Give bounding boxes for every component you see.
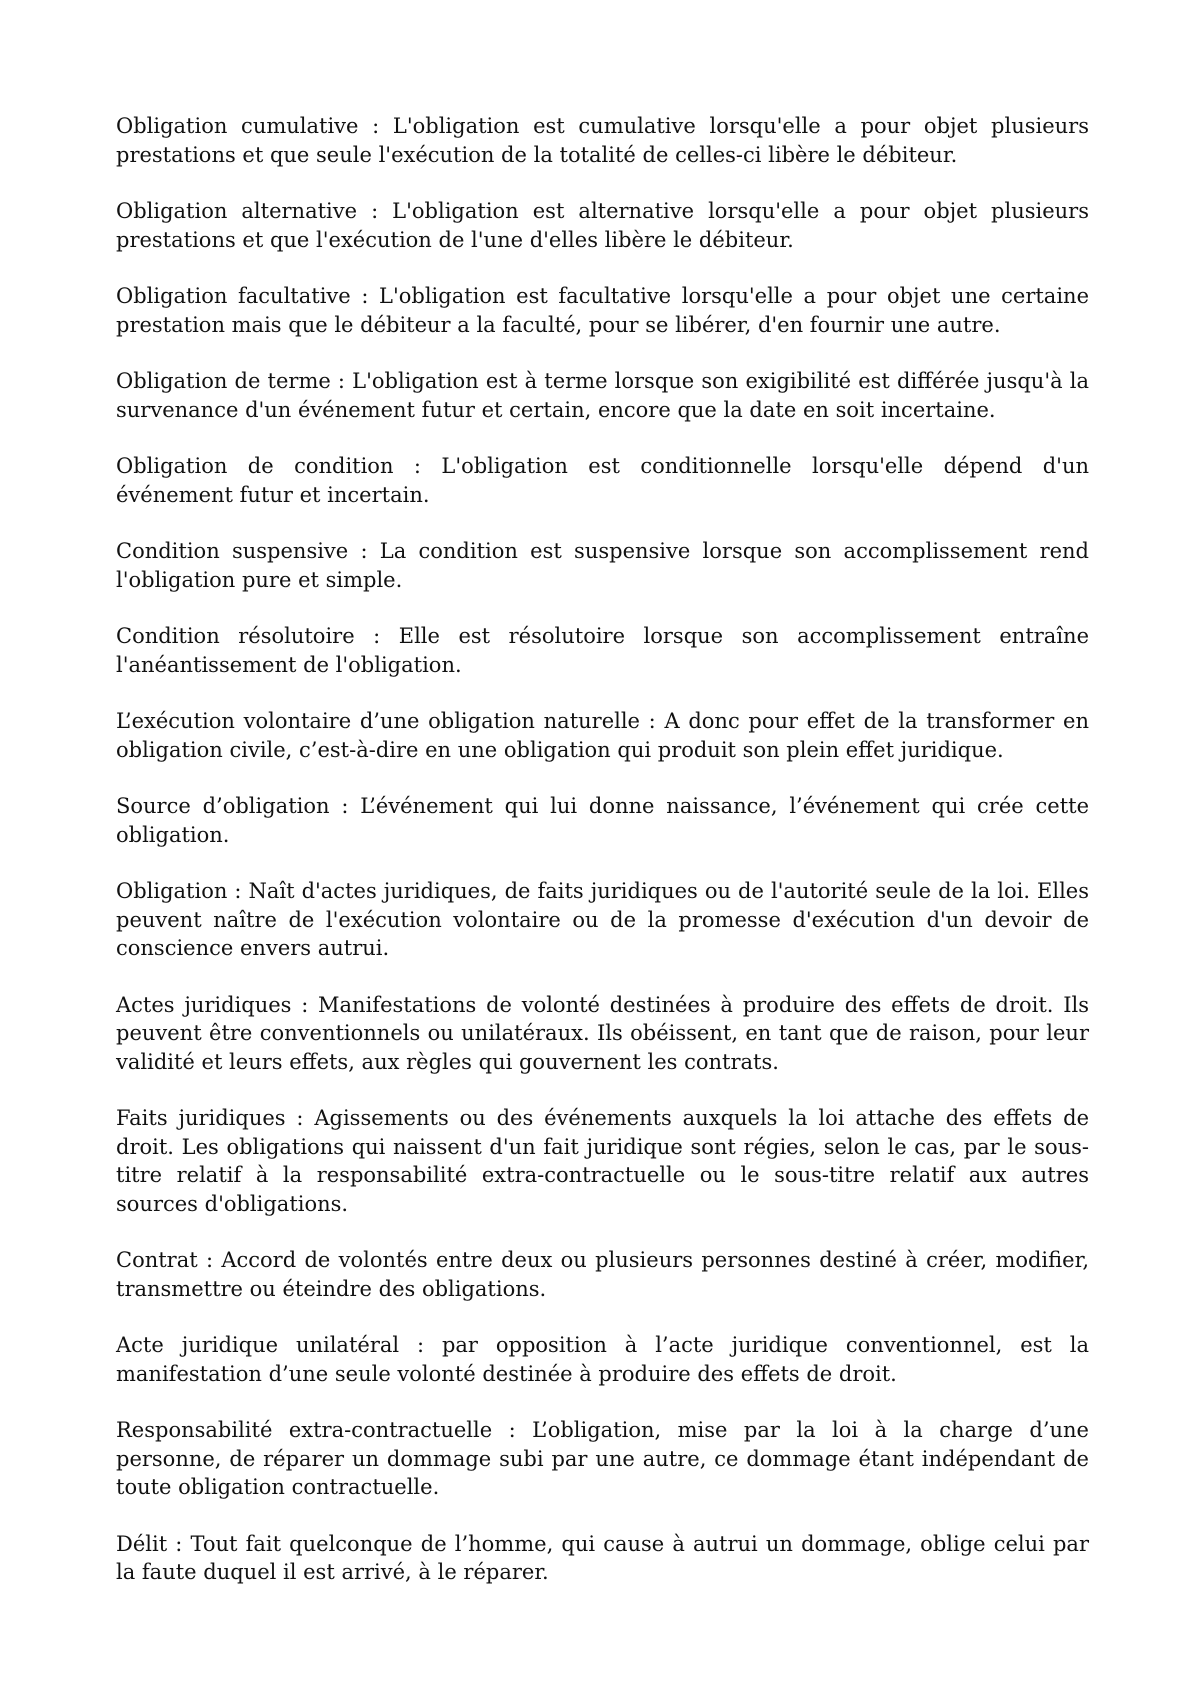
definition-actes-juridiques: Actes juridiques : Manifestations de volonté destinées à produire des effets de droit. Ils peuvent être conventionnels ou unilatéraux. Ils obéissent, en tant que de raison, pour leur validité et leurs effets, aux règles qui gouvernent les contrats. xyxy=(116,992,1089,1074)
definition-obligation-facultative: Obligation facultative : L'obligation est facultative lorsqu'elle a pour objet une certaine prestation mais que le débiteur a la faculté, pour se libérer, d'en fournir une autre. xyxy=(116,284,1089,337)
definition-obligation-de-terme: Obligation de terme : L'obligation est à terme lorsque son exigibilité est différée jusqu'à la survenance d'un événement futur et certain, encore que la date en soit incertaine. xyxy=(116,369,1089,422)
definition-source-obligation: Source d’obligation : L’événement qui lui donne naissance, l’événement qui crée cette obligation. xyxy=(116,794,1089,847)
definition-delit: Délit : Tout fait quelconque de l’homme, qui cause à autrui un dommage, oblige celui par la faute duquel il est arrivé, à le réparer. xyxy=(116,1531,1089,1584)
document-page xyxy=(116,112,1089,1587)
definition-responsabilite-extra-contractuelle: Responsabilité extra-contractuelle : L’obligation, mise par la loi à la charge d’une personne, de réparer un dommage subi par une autre, ce dommage étant indépendant de toute obligation contractuelle. xyxy=(116,1418,1089,1499)
definition-obligation-alternative: Obligation alternative : L'obligation est alternative lorsqu'elle a pour objet plusieurs prestations et que l'exécution de l'une d'elles libère le débiteur. xyxy=(116,199,1089,252)
definition-acte-juridique-unilateral: Acte juridique unilatéral : par opposition à l’acte juridique conventionnel, est la manifestation d’une seule volonté destinée à produire des effets de droit. xyxy=(116,1333,1089,1386)
definition-execution-volontaire: L’exécution volontaire d’une obligation naturelle : A donc pour effet de la transformer en obligation civile, c’est-à-dire en une obligation qui produit son plein effet juridique. xyxy=(116,709,1089,762)
definition-contrat: Contrat : Accord de volontés entre deux ou plusieurs personnes destiné à créer, modifier, transmettre ou éteindre des obligations. xyxy=(116,1248,1089,1301)
definition-condition-suspensive: Condition suspensive : La condition est suspensive lorsque son accomplissement rend l'obligation pure et simple. xyxy=(116,539,1089,592)
definition-obligation-cumulative: Obligation cumulative : L'obligation est cumulative lorsqu'elle a pour objet plusieurs prestations et que seule l'exécution de la totalité de celles-ci libère le débiteur. xyxy=(116,114,1089,167)
definition-faits-juridiques: Faits juridiques : Agissements ou des événements auxquels la loi attache des effets de droit. Les obligations qui naissent d'un fait juridique sont régies, selon le cas, par le sous-titre relatif à la responsabilité extra-contractuelle ou le sous-titre relatif aux autres sources d'obligations. xyxy=(116,1106,1089,1216)
definition-obligation-de-condition: Obligation de condition : L'obligation est conditionnelle lorsqu'elle dépend d'un événement futur et incertain. xyxy=(116,454,1089,507)
definition-obligation: Obligation : Naît d'actes juridiques, de faits juridiques ou de l'autorité seule de la loi. Elles peuvent naître de l'exécution volontaire ou de la promesse d'exécution d'un devoir de conscience envers autrui. xyxy=(116,879,1089,960)
definition-condition-resolutoire: Condition résolutoire : Elle est résolutoire lorsque son accomplissement entraîne l'anéantissement de l'obligation. xyxy=(116,624,1089,677)
